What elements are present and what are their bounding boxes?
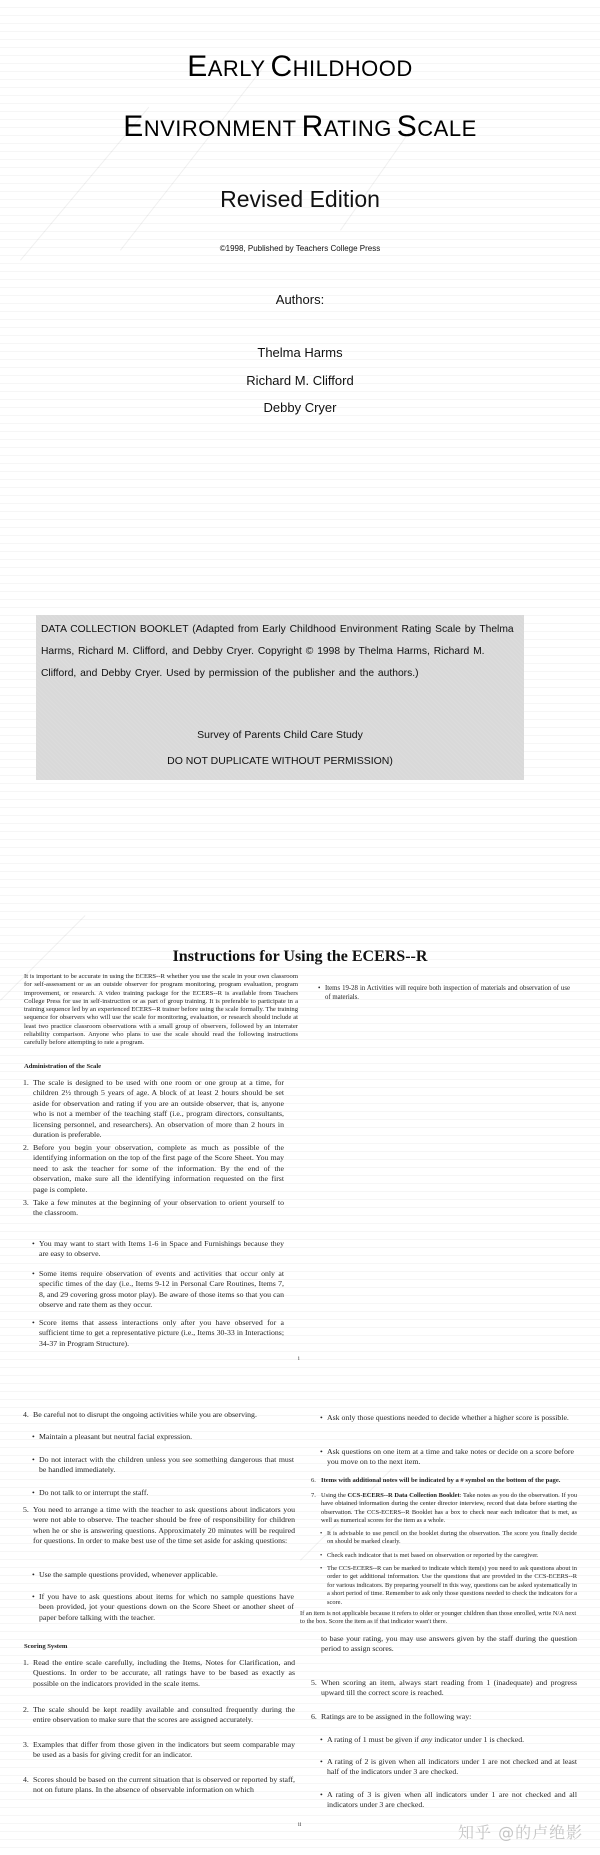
list-text: Read the entire scale carefully, including the Items, Notes for Clarification, and Questions. In order to be accurate, all ratings have to be based as exactly as possible on the indicators provided in the scale items. bbox=[33, 1658, 295, 1688]
title-word: ENVIRONMENT bbox=[123, 110, 297, 143]
list-text: : Take notes as you do the observation. If you have obtained information during the center director interview, record that data before starting the observation. The CCS-ECERS--R Booklet has a box to check near each indicator that is met, as well as numerical scores for the item as a whole. bbox=[321, 1492, 578, 1525]
section-heading-administration: Administration of the Scale bbox=[24, 1063, 102, 1070]
instructions-title: Instructions for Using the ECERS--R bbox=[172, 948, 428, 965]
list-text: The scale should be kept readily available and consulted frequently during the entire observation to make sure that the scores are assigned accurately. bbox=[33, 1705, 295, 1725]
item3-bullet-2 bbox=[32, 1269, 284, 1311]
admin-item-2 bbox=[23, 1143, 284, 1195]
na-note: If an item is not applicable because it refers to older or younger children than those enrolled, write N/A next to the box. Score the item as if that indicator wasn't there. bbox=[300, 1610, 577, 1626]
scoring-item-1 bbox=[23, 1658, 295, 1689]
bullet-icon: • bbox=[320, 1552, 323, 1559]
list-number: 4. bbox=[23, 1775, 29, 1784]
item4-bullet-1 bbox=[32, 1432, 294, 1442]
list-text: Items with additional notes will be indicated by a # symbol on the bottom of the page. bbox=[321, 1477, 561, 1484]
author-name: Thelma Harms bbox=[257, 345, 343, 360]
author-name: Richard M. Clifford bbox=[246, 373, 354, 388]
rating-bullet-1 bbox=[320, 1735, 577, 1745]
item5-bullet-1 bbox=[32, 1570, 294, 1580]
admin-item-5 bbox=[23, 1505, 295, 1547]
list-number: 5. bbox=[23, 1505, 29, 1514]
bullet-icon: • bbox=[320, 1530, 323, 1537]
list-number: 6. bbox=[311, 1712, 317, 1721]
bullet-icon: • bbox=[320, 1447, 323, 1456]
bullet-icon: • bbox=[32, 1488, 35, 1497]
bullet-text: indicator under 1 is checked. bbox=[432, 1735, 525, 1744]
scoring-item-4-continued: to base your rating, you may use answers given by the staff during the question period to assign scores. bbox=[321, 1634, 577, 1654]
bullet-text: The CCS-ECERS--R can be marked to indicate which item(s) you need to ask questions about in order to get additional information. Use the questions that are provided in the CCS-ECERS--R for various indicators. By preparing yourself in this way, questions can be asked systematically in a short period of time. Remember to ask only those questions needed to check the indicators for a score. bbox=[327, 1565, 577, 1606]
list-number: 1. bbox=[23, 1658, 29, 1667]
notice-text: DATA COLLECTION BOOKLET (Adapted from Early Childhood Environment Rating Scale by Thelma Harms, Richard M. Clifford, and Debby Cryer. Copyright © 1998 by Thelma Harms, Richard M. Clifford, and Debby Cryer. Used by permission of the publisher and the authors.) bbox=[41, 624, 514, 679]
list-number: 2. bbox=[23, 1705, 29, 1714]
admin-heading-wrap bbox=[24, 1063, 101, 1070]
bullet-icon: • bbox=[32, 1432, 35, 1441]
survey-name: Survey of Parents Child Care Study bbox=[197, 729, 363, 741]
list-number: 7. bbox=[311, 1492, 316, 1499]
bullet-icon: • bbox=[320, 1757, 323, 1766]
item3-bullet-1 bbox=[32, 1239, 284, 1260]
scoring-item-2 bbox=[23, 1705, 295, 1726]
item4-bullet-3 bbox=[32, 1488, 294, 1498]
bullet-icon: • bbox=[32, 1318, 35, 1327]
bullet-icon: • bbox=[320, 1790, 323, 1799]
bullet-icon: • bbox=[320, 1735, 323, 1744]
bullet-text: Score items that assess interactions only after you have observed for a sufficient time to get a representative picture (i.e., Items 30-33 in Interactions; 34-37 in Program Structure). bbox=[39, 1318, 284, 1348]
list-text: Ratings are to be assigned in the following way: bbox=[321, 1712, 472, 1721]
copyright-line: ©1998, Published by Teachers College Press bbox=[219, 244, 381, 253]
list-text: Before you begin your observation, complete as much as possible of the identifying information on the top of the first page of the Score Sheet. You may need to ask the teacher for some of the information. By the end of the observation, make sure all the identifying information requested on the first page is complete. bbox=[33, 1143, 284, 1194]
title-line-2 bbox=[0, 110, 600, 144]
list-text: Take a few minutes at the beginning of your observation to orient yourself to the classroom. bbox=[33, 1198, 284, 1218]
rating-bullet-3 bbox=[320, 1790, 577, 1811]
list-text: The scale is designed to be used with one room or one group at a time, for children 2½ through 5 years of age. A block of at least 2 hours should be set aside for observation and rating if you are an outside observer, that is, anyone who is not a member of the teaching staff (i.e., program directors, consultants, licensing personnel, and researchers). An observation of more than 2 hours in duration is preferable. bbox=[33, 1078, 284, 1140]
list-number: 3. bbox=[23, 1740, 29, 1749]
bullet-text: You may want to start with Items 1-6 in Space and Furnishings because they are easy to observe. bbox=[39, 1239, 284, 1259]
bullet-icon: • bbox=[320, 1413, 323, 1422]
scoring-item-6 bbox=[311, 1712, 577, 1722]
rating-bullet-2 bbox=[320, 1757, 577, 1778]
bullet-text: If you have to ask questions about items for which no sample questions have been provided, jot your questions down on the Score Sheet or another sheet of paper before talking with the teacher. bbox=[39, 1592, 294, 1622]
booklet-bullet-1 bbox=[320, 1530, 577, 1547]
bullet-icon: • bbox=[32, 1570, 35, 1579]
item4-bullet-2 bbox=[32, 1455, 294, 1476]
title-word: EARLY bbox=[187, 50, 266, 83]
bullet-text: Do not talk to or interrupt the staff. bbox=[39, 1488, 149, 1497]
bullet-icon: • bbox=[318, 985, 321, 992]
watermark: 知乎 @的卢绝影 bbox=[458, 1823, 584, 1842]
bullet-text: Do not interact with the children unless you see something dangerous that must be handled immediately. bbox=[39, 1455, 294, 1475]
activities-bullet bbox=[318, 985, 570, 1002]
bullet-text: Some items require observation of events and activities that occur only at specific times of the day (i.e., Items 9-12 in Personal Care Routines, Items 7, 8, and 29 covering gross motor play). Be aware of those items so that you can observe and rate them as they occur. bbox=[39, 1269, 284, 1310]
title-word: CHILDHOOD bbox=[270, 50, 413, 83]
title-line-1 bbox=[0, 50, 600, 84]
cover-page bbox=[0, 0, 600, 800]
bullet-text: Ask only those questions needed to decide whether a higher score is possible. bbox=[327, 1413, 569, 1422]
title-word: RATING bbox=[301, 110, 392, 143]
questions-bullet-1 bbox=[320, 1413, 574, 1423]
questions-bullet-2 bbox=[320, 1447, 574, 1468]
list-text: Be careful not to disrupt the ongoing activities while you are observing. bbox=[33, 1410, 257, 1419]
bullet-icon: • bbox=[32, 1269, 35, 1278]
bullet-text: Ask questions on one item at a time and take notes or decide on a score before you move on to the next item. bbox=[327, 1447, 574, 1467]
bullet-text: Items 19-28 in Activities will require both inspection of materials and observation of use of materials. bbox=[325, 985, 570, 1001]
booklet-name: CCS-ECERS--R Data Collection Booklet bbox=[347, 1492, 460, 1499]
list-text: When scoring an item, always start reading from 1 (inadequate) and progress upward till the correct score is reached. bbox=[321, 1678, 577, 1698]
list-text: Examples that differ from those given in the indicators but seem comparable may be used as a basis for giving credit for an indicator. bbox=[33, 1740, 295, 1760]
scoring-item-5 bbox=[311, 1678, 577, 1699]
admin-item-1 bbox=[23, 1078, 284, 1140]
list-number: 4. bbox=[23, 1410, 29, 1419]
scoring-note-item-6 bbox=[311, 1477, 577, 1485]
section-heading-scoring: Scoring System bbox=[24, 1643, 68, 1650]
scoring-item-3 bbox=[23, 1740, 295, 1761]
scoring-item-4 bbox=[23, 1775, 295, 1796]
author-name: Debby Cryer bbox=[263, 400, 337, 415]
booklet-bullet-2 bbox=[320, 1552, 577, 1560]
list-number: 5. bbox=[311, 1678, 317, 1687]
booklet-item-7 bbox=[311, 1492, 578, 1526]
title-word: SCALE bbox=[396, 110, 477, 143]
item5-bullet-2 bbox=[32, 1592, 294, 1623]
bullet-text: Maintain a pleasant but neutral facial expression. bbox=[39, 1432, 193, 1441]
list-number: 2. bbox=[23, 1143, 29, 1152]
list-number: 1. bbox=[23, 1078, 29, 1087]
scoring-heading-wrap bbox=[24, 1643, 67, 1650]
bullet-icon: • bbox=[32, 1592, 35, 1601]
list-text: You need to arrange a time with the teacher to ask questions about indicators you were not able to observe. The teacher should be free of responsibility for children when he or she is answering questions. Approximately 20 minutes will be required for questions. In order to make best use of the time set aside for asking questions: bbox=[33, 1505, 295, 1546]
list-number: 6. bbox=[311, 1477, 316, 1484]
bullet-text: A rating of 3 is given when all indicators under 1 are not checked and all indicators under 3 are checked. bbox=[327, 1790, 577, 1810]
page-number: i bbox=[298, 1356, 300, 1362]
list-text: Scores should be based on the current situation that is observed or reported by staff, not on future plans. In the absence of observable information on which bbox=[33, 1775, 295, 1795]
bullet-text: A rating of 2 is given when all indicators under 1 are not checked and at least half of the indicators under 3 are checked. bbox=[327, 1757, 577, 1777]
list-text: Using the bbox=[321, 1492, 348, 1499]
list-number: 3. bbox=[23, 1198, 29, 1207]
intro-paragraph: It is important to be accurate in using the ECERS--R whether you use the scale in your own classroom for self-assessment or as an outside observer for program monitoring, program evaluation, program improvement, or research. A video training package for the ECERS--R is available from Teachers College Press for use in self-instruction or as part of group training. It is preferable to participate in a training sequence led by an experienced ECERS--R trainer before using the scale formally. The training sequence for observers who will use the scale for monitoring, evaluation, or research should include at least two practice classroom observations with a small group of observers, followed by an interrater reliability comparison. Anyone who plans to use the scale should read the following instructions carefully before attempting to rate a program. bbox=[24, 973, 298, 1047]
admin-item-4 bbox=[23, 1410, 295, 1420]
bullet-text: Use the sample questions provided, whenever applicable. bbox=[39, 1570, 218, 1579]
bullet-icon: • bbox=[320, 1565, 323, 1572]
bullet-text: Check each indicator that is met based on observation or reported by the caregiver. bbox=[327, 1552, 539, 1559]
authors-label: Authors: bbox=[275, 292, 325, 307]
item3-bullet-3 bbox=[32, 1318, 284, 1349]
admin-item-3 bbox=[23, 1198, 284, 1219]
edition-subtitle: Revised Edition bbox=[220, 186, 380, 212]
booklet-bullet-3 bbox=[320, 1565, 577, 1607]
permission-notice-box bbox=[36, 615, 524, 780]
emphasis-text: any bbox=[420, 1735, 433, 1744]
do-not-duplicate-warning: DO NOT DUPLICATE WITHOUT PERMISSION) bbox=[167, 755, 393, 767]
bullet-text: A rating of 1 must be given if bbox=[327, 1735, 421, 1744]
page-number: ii bbox=[298, 1822, 302, 1828]
bullet-text: It is advisable to use pencil on the booklet during the observation. The score you finally decide on should be marked clearly. bbox=[327, 1530, 577, 1546]
bullet-icon: • bbox=[32, 1455, 35, 1464]
bullet-icon: • bbox=[32, 1239, 35, 1248]
